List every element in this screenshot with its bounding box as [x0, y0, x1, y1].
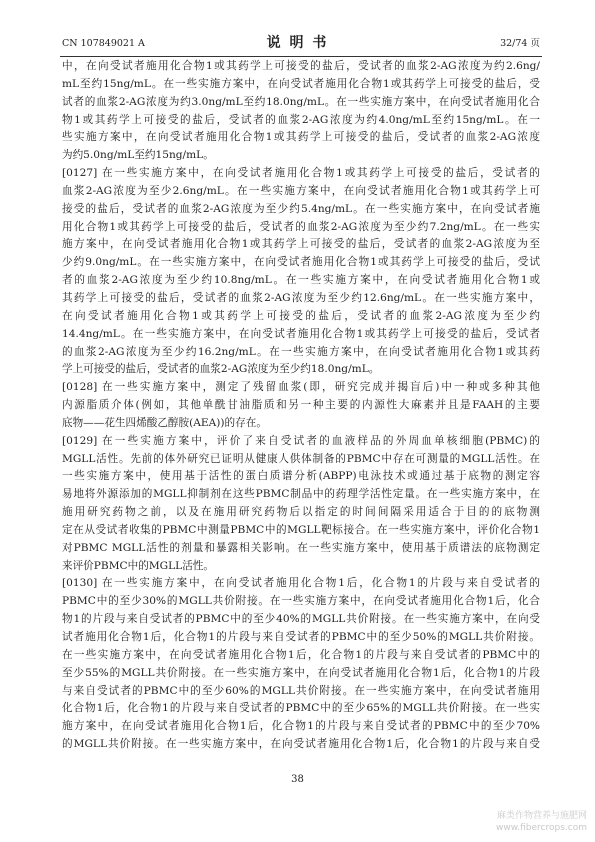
paragraph-0129	[62, 433, 540, 576]
paragraph-0127	[62, 165, 540, 379]
page-count: 32/74 页	[500, 38, 540, 49]
text-line: 学上可接受的盐后，受试者的血浆2-AG浓度为至少约18.0ng/mL。	[62, 363, 380, 376]
text-line: 来评价PBMC中的MGLL活性。	[62, 559, 214, 572]
document-body	[62, 58, 540, 754]
watermark-url: www.fibercrops.com	[496, 823, 587, 833]
page-number: 38	[291, 774, 304, 785]
paragraph-number: [0128]	[62, 381, 98, 394]
line-text: 在一些实施方案中，评价了来自受试者的血液样品的外周血单核细胞(PBMC)的	[102, 434, 540, 447]
text-line: 少约9.0ng/mL。在一些实施方案中，在向受试者施用化合物1或其药学上可接受的盐后，受试	[62, 256, 540, 269]
text-line: 施方案中，在向受试者施用化合物1或其药学上可接受的盐后，受试者的血浆2-AG浓度为至	[62, 238, 540, 251]
text-line: 试者施用化合物1后，化合物1的片段与来自受试者的PBMC中的至少50%的MGLL共价附接。	[62, 631, 540, 643]
text-line	[62, 165, 540, 183]
text-line: PBMC中的至少30%的MGLL共价附接。在一些实施方案中，在向受试者施用化合物1后，化合	[62, 595, 540, 608]
text-line: 的MGLL共价附接。在一些实施方案中，在向受试者施用化合物1后，化合物1的片段与来自受	[62, 738, 540, 751]
text-line: 易地将外源添加的MGLL抑制剂在这些PBMC制品中的药理学活性定量。在一些实施方案中，在	[62, 488, 540, 501]
text-line	[62, 379, 540, 397]
text-line: 一些实施方案中，使用基于活性的蛋白质谱分析(ABPP)电泳技术或通过基于底物的测定容	[62, 470, 540, 483]
line-text: 在一些实施方案中，在向受试者施用化合物1后，化合物1的片段与来自受试者的	[102, 577, 540, 590]
text-line: 与来自受试者的PBMC中的至少60%的MGLL共价附接。在一些实施方案中，在向受试者施用	[62, 684, 540, 697]
line-text: 在一些实施方案中，测定了残留血浆(即，研究完成并揭盲后)中一种或多种其他	[102, 381, 540, 394]
text-line: 在一些实施方案中，在向受试者施用化合物1后，化合物1的片段与来自受试者的PBMC中的	[62, 648, 540, 661]
text-line	[62, 433, 540, 451]
watermark	[496, 810, 587, 834]
paragraph-number: [0130]	[62, 577, 98, 590]
text-line: 接受的盐后，受试者的血浆2-AG浓度为至少约5.4ng/mL。在一些实施方案中，在向受试者施	[62, 202, 540, 215]
paragraph-number: [0129]	[62, 434, 98, 447]
header-divider	[60, 56, 542, 57]
text-line: 用化合物1或其药学上可接受的盐后，受试者的血浆2-AG浓度为至少约7.2ng/mL。在一些实	[62, 220, 540, 233]
document-title: 说 明 书	[266, 35, 329, 51]
text-line: 施方案中，在向受试者施用化合物1后，化合物1的片段与来自受试者的PBMC中的至少70%	[62, 720, 540, 733]
text-line: 化合物1后，化合物1的片段与来自受试者的PBMC中的至少65%的MGLL共价附接。在一些实	[62, 702, 540, 715]
patent-number: CN 107849021 A	[62, 38, 145, 49]
text-line: 中，在向受试者施用化合物1或其药学上可接受的盐后，受试者的血浆2-AG浓度为约2.6ng/	[62, 60, 540, 72]
paragraph-0130	[62, 575, 540, 753]
text-line: 试者的血浆2-AG浓度为约3.0ng/mL至约18.0ng/mL。在一些实施方案中，在向受试者施用化合	[62, 95, 540, 108]
text-line: MGLL活性。先前的体外研究已证明从健康人供体制备的PBMC中存在可测量的MGLL活性。在	[62, 452, 540, 465]
text-line: 物1的片段与来自受试者的PBMC中的至少40%的MGLL共价附接。在一些实施方案中，在向受	[62, 613, 540, 626]
text-line: 在向受试者施用化合物1或其药学上可接受的盐后，受试者的血浆2-AG浓度为至少约	[62, 309, 540, 322]
text-line: 至少55%的MGLL共价附接。在一些实施方案中，在向受试者施用化合物1后，化合物1的片段	[62, 666, 540, 679]
text-line: 者的血浆2-AG浓度为至少约10.8ng/mL。在一些实施方案中，在向受试者施用化合物1或	[62, 274, 540, 287]
text-line: 14.4ng/mL。在一些实施方案中，在向受试者施用化合物1或其药学上可接受的盐后，受试者	[62, 327, 540, 340]
watermark-site-name: 麻类作物营养与施肥网	[496, 811, 587, 821]
text-line: 对PBMC MGLL活性的剂量和暴露相关影响。在一些实施方案中，使用基于质谱法的底物测定	[62, 541, 540, 554]
paragraph-0128	[62, 379, 540, 433]
text-line	[62, 575, 540, 593]
text-line: 施用研究药物之前，以及在施用研究药物后以指定的时间间隔采用适合于目的的底物测	[62, 506, 540, 519]
text-line: 血浆2-AG浓度为至少2.6ng/mL。在一些实施方案中，在向受试者施用化合物1或其药学上可	[62, 184, 540, 197]
text-line: 底物——花生四烯酸乙醇胺(AEA))的存在。	[62, 416, 267, 429]
text-line: 物1或其药学上可接受的盐后，受试者的血浆2-AG浓度为约4.0ng/mL至约15ng/mL。在一	[62, 113, 540, 126]
paragraph-number: [0127]	[62, 167, 98, 180]
text-line: 些实施方案中，在向受试者施用化合物1或其药学上可接受的盐后，受试者的血浆2-AG浓度	[62, 131, 540, 144]
text-line: 为约5.0ng/mL至约15ng/mL。	[62, 149, 214, 162]
text-line: 内源脂质介体(例如，其他单酰甘油脂质和另一种主要的内源性大麻素并且是FAAH的主要	[62, 399, 540, 412]
text-line: 其药学上可接受的盐后，受试者的血浆2-AG浓度为至少约12.6ng/mL。在一些实施方案中，	[62, 291, 540, 304]
text-line: 定在从受试者收集的PBMC中测量PBMC中的MGLL靶标接合。在一些实施方案中，评价化合物1	[62, 523, 540, 536]
line-text: 在一些实施方案中，在向受试者施用化合物1或其药学上可接受的盐后，受试者的	[102, 167, 540, 180]
text-line: mL至约15ng/mL。在一些实施方案中，在向受试者施用化合物1或其药学上可接受的盐后，受	[62, 77, 540, 90]
paragraph-continuation	[62, 58, 540, 165]
text-line: 的血浆2-AG浓度为至少约16.2ng/mL。在一些实施方案中，在向受试者施用化合物1或其药	[62, 345, 540, 358]
